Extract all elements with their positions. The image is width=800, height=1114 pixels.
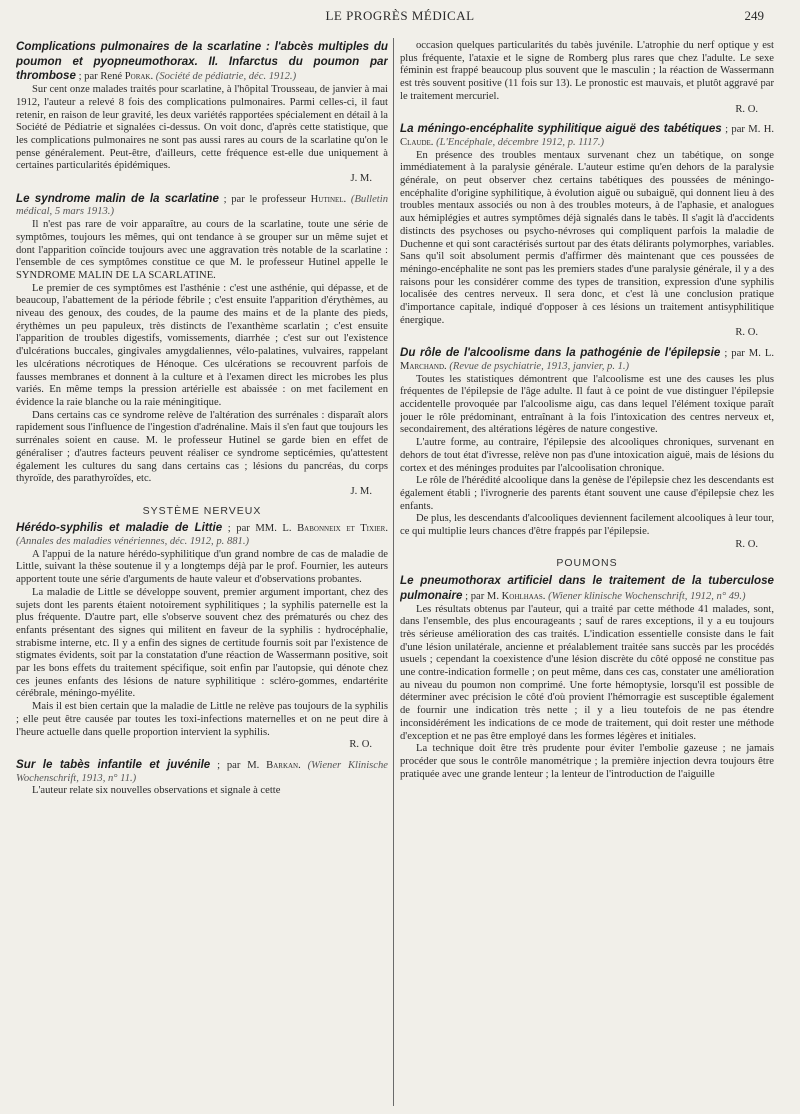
byline-prefix: ; par MM. L. <box>227 523 292 535</box>
article-heading <box>16 521 388 548</box>
article-citation: (Bulletin médical, 5 mars 1913.) <box>16 193 388 218</box>
paragraph: Sur cent onze malades traités pour scarlatine, à l'hôpital Trousseau, de janvier à mai 1912, l'auteur a relevé 8 fois des complications pulmonaires. Parmi celles-ci, il faut retenir, en raison de leur gravité, les deux variétés rapportées spécialement en détail à la Société de Pédiatrie et signalées ci-dessus. On voit donc, d'après cette statistique, que les complications pulmonaires ne sont pas aussi rares au cours de la scarlatine qu'on le pense généralement. Peut-être, d'ailleurs, cette fréquence est-elle due uniquement à certaines particularités épidémiques. <box>16 84 388 172</box>
byline-prefix: ; par René <box>78 71 123 83</box>
article-citation: (Société de pédiatrie, déc. 1912.) <box>155 71 297 83</box>
article <box>400 346 774 551</box>
section-heading: SYSTÈME NERVEUX <box>142 504 262 517</box>
paragraph: A l'appui de la nature hérédo-syphilitique d'un grand nombre de cas de maladie de Little, suivant la thèse soutenue il y a longtemps déjà par le prof. Fournier, les auteurs apportent toute une série d'arguments de haute valeur et d'observations probantes. <box>16 548 388 586</box>
article <box>400 122 774 340</box>
article-signature: J. M. <box>350 173 372 185</box>
article-citation: (Annales des maladies vénériennes, déc. 1912, p. 881.) <box>16 536 250 548</box>
article-author: Claude. <box>400 136 434 148</box>
article-title: Du rôle de l'alcoolisme dans la pathogénie de l'épilepsie <box>400 346 721 360</box>
article-author: Kohlhaas. <box>501 590 546 602</box>
article-title: Le pneumothorax artificiel dans le traitement de la tuberculose pulmonaire <box>400 574 774 602</box>
byline-prefix: ; par M. <box>217 759 260 771</box>
article-signature: R. O. <box>735 103 758 115</box>
page-header <box>0 6 800 28</box>
article-author: Porak. <box>124 71 154 83</box>
paragraph: L'auteur relate six nouvelles observations et signale à cette <box>32 785 281 797</box>
article-author: Barkan. <box>266 759 301 771</box>
article-heading <box>400 346 774 373</box>
byline-prefix: ; par le professeur <box>223 193 306 205</box>
article-title: Hérédo-syphilis et maladie de Littie <box>16 521 223 535</box>
paragraph: De plus, les descendants d'alcooliques deviennent facilement alcooliques à leur tour, ce qui multiplie leurs chances d'être frappés par l'épilepsie. <box>400 513 774 538</box>
left-column <box>16 40 388 1110</box>
article-heading <box>400 574 774 603</box>
article <box>400 40 774 116</box>
article <box>16 758 388 798</box>
article-title: Complications pulmonaires de la scarlatine : l'abcès multiples du poumon et pyopneumothorax. II. Infarctus du poumon par thrombose <box>16 40 388 83</box>
paragraph: En présence des troubles mentaux survenant chez un tabétique, on songe immédiatement à la paralysie générale. L'auteur estime qu'en dehors de la paralysie générale, on peut observer chez certains tabétiques des poussées de méningo-encéphalite d'origine syphilitique, à évolution aiguë ou subaiguë, qui donnent lieu à des troubles mentaux associés ou non à des troubles moteurs, à de l'aphasie, et analogues aux hémiplégies et autres symptômes déjà signalés dans le tabès. Il s'agit là d'accidents distincts des psychoses ou psycho-névroses qui compliquent parfois la maladie de Duchenne et qui sont caractérisés surtout par des états délirants polymorphes, variables. Sans qu'il soit absolument permis d'affirmer dès maintenant que ces poussées de méningo-encéphalite ne sont pas les premiers stades d'une paralysie générale, il y a des raisons pour les considérer comme des types de transition, expression d'une syphilis localisée des centres nerveux. Il sera donc, et c'est là une conclusion pratique d'importance capitale, indiqué d'opposer à ces lésions un traitement antisyphilitique énergique. <box>400 149 774 326</box>
article-author: Babonneix et Tixier. <box>297 523 388 535</box>
article-title: Sur le tabès infantile et juvénile <box>16 757 211 771</box>
paragraph: occasion quelques particularités du tabès juvénile. L'atrophie du nerf optique y est plus fréquente, l'ataxie et le signe de Romberg plus rares que chez l'adulte. Le sexe féminin est frappé beaucoup plus souvent que le masculin ; la réaction de Wassermann est très souvent positive (11 fois sur 13). Le pronostic est mauvais, et plutôt aggravé par le traitement mercuriel. <box>400 40 774 102</box>
article-citation: (Revue de psychiatrie, 1913, janvier, p. 1.) <box>449 360 630 372</box>
article-signature: R. O. <box>735 538 758 550</box>
paragraph: Il n'est pas rare de voir apparaître, au cours de la scarlatine, toute une série de symptômes, toujours les mêmes, qui ont tendance à se grouper sur un même sujet et dont l'apparition coïncide toujours avec une aggravation très notable de la scarlatine : l'ensemble de ces symptômes constitue ce que M. le professeur Hutinel appelle le SYNDROME MALIN DE LA SCARLATINE. <box>16 219 388 281</box>
paragraph: Mais il est bien certain que la maladie de Little ne relève pas toujours de la syphilis ; elle peut être causée par toutes les toxi-infections maternelles et on ne peut dire à l'heure actuelle dans quelle proportion intervient la syphilis. <box>16 701 388 738</box>
article <box>16 40 388 186</box>
byline-prefix: ; par M. L. <box>724 348 774 360</box>
article-heading <box>400 122 774 149</box>
section-heading: POUMONS <box>556 557 618 570</box>
paragraph: La maladie de Little se développe souvent, premier argument important, chez des sujets dont les parents étaient notoirement syphilitiques ; la syphilis paternelle est la plus fréquente. D'autre part, elle s'observe souvent chez des prématurés ou chez des enfants présentant des signes qui militent en faveur de la syphilis : hydrocéphalie, strabisme interne, etc. Il y a enfin des signes de certitude fournis soit par l'existence de stigmates évidents, soit par la constatation d'une réaction de Wassermann positive, soit par les bons effets du traitement spécifique, soit enfin par l'autopsie, qui dénote chez ces jeunes enfants des lésions de nature syphilitique : scléro-gommes, endartérite cérébrale, méningo-myélite. <box>16 586 388 700</box>
right-column <box>400 40 774 1110</box>
article-author: Hutinel. <box>310 193 347 205</box>
article <box>400 574 774 781</box>
article-signature: J. M. <box>350 485 372 497</box>
paragraph: L'autre forme, au contraire, l'épilepsie des alcooliques chroniques, survenant en dehors de tout état d'ivresse, relève non pas d'une intoxication aiguë, mais de lésions du cortex et des méninges produites par l'alcoolisation chronique. <box>400 437 774 474</box>
article-citation: (Wiener klinische Wochenschrift, 1912, n° 49.) <box>548 590 746 602</box>
byline-prefix: ; par M. H. <box>725 124 774 136</box>
article-heading <box>16 40 388 84</box>
paragraph: Le rôle de l'hérédité alcoolique dans la genèse de l'épilepsie chez les descendants est également établi ; l'ivrognerie des parents étant souvent une cause d'épilepsie chez les enfants. <box>400 475 774 512</box>
page-number: 249 <box>744 8 764 23</box>
article-citation: (Wiener Klinische Wochenschrift, 1913, n° 11.) <box>16 759 388 784</box>
paragraph: Dans certains cas ce syndrome relève de l'altération des surrénales : disparaît alors rapidement sous l'influence de l'ingestion d'adrénaline. Mais il s'en faut que toujours les surrénales soient en cause. M. le professeur Hutinel se garde bien en effet de généraliser ; d'autres facteurs peuvent réaliser ce syndrome septicémies, qu'attestent également les cultures du sang dans certains cas ; lésions du pancréas, du corps thyroïde, des parathyroïdes, etc. <box>16 409 388 485</box>
article-heading <box>16 758 388 785</box>
byline-prefix: ; par M. <box>465 590 499 602</box>
journal-title: LE PROGRÈS MÉDICAL <box>325 8 475 23</box>
article <box>16 521 388 752</box>
article-author: Marchand. <box>400 360 447 372</box>
paragraph: Les résultats obtenus par l'auteur, qui a traité par cette méthode 41 malades, sont, dans l'ensemble, des plus encourageants ; sauf de rares exceptions, il y a eu toujours très sérieuse amélioration des cas traités. L'indication essentielle consiste dans le fait d'une lésion unilatérale, ancienne et préalablement traitée sans succès par les procédés usuels ; cependant la coexistence d'une lésion discrète du côté opposé ne constitue pas une contre-indication formelle ; on peut même, dans ces cas, constater une amélioration au niveau du poumon non comprimé. Une forte hémoptysie, lorsqu'il est possible de déterminer avec précision le côté d'où provient l'hémorragie est susceptible également de fournir une indication très nette ; il y a lieu toutefois de ne pas étendre inconsidérément les indications de ce mode de traitement, qui doit rester une méthode d'exception et ne pas être employé dans les formes légères et initiales. <box>400 603 774 742</box>
article-title: Le syndrome malin de la scarlatine <box>16 191 219 205</box>
article-title: La méningo-encéphalite syphilitique aiguë des tabétiques <box>400 122 722 136</box>
article-heading <box>16 192 388 219</box>
paragraph: Le premier de ces symptômes est l'asthénie : c'est une asthénie, qui dépasse, et de beaucoup, l'abattement de la période fébrile ; c'est ensuite l'apparition d'érythèmes, au niveau des genoux, des coudes, de la paume des mains et de la plante des pieds, érythèmes un peu papuleux, très distincts de l'exanthème scarlatin ; c'est ensuite l'apparition de troubles digestifs, vomissements, diarrhée ; c'est sur out l'existence d'ulcérations buccales, gingivales amygdaliennes, vélo-palatines, vulvaires, rappelant les ulcérations nécrotiques de Hénoque. Ces ulcérations se recouvrent parfois de fausses membranes et donnent à la culture et à l'examen direct les microbes les plus variés. En même temps la pression artérielle est abaissée : on met facilement en évidence la raie blanche ou la raie méningitique. <box>16 282 388 408</box>
article-citation: (L'Encéphale, décembre 1912, p. 1117.) <box>436 136 605 148</box>
article-signature: R. O. <box>349 739 372 751</box>
article-signature: R. O. <box>735 327 758 339</box>
paragraph: La technique doit être très prudente pour éviter l'embolie gazeuse ; ne jamais procéder que sous le contrôle manométrique ; la première injection devra toujours être pratiquée avec une grande lenteur ; la lenteur de l'introduction de l'aiguille <box>400 743 774 780</box>
paragraph: Toutes les statistiques démontrent que l'alcoolisme est une des causes les plus fréquentes de l'épilepsie de l'âge adulte. Il faut à ce point de vue distinguer l'épilepsie accidentelle provoquée par l'alcoolisme aigu, cas dans lequel l'élément toxique paraît jouer le rôle prédominant, entraînant à la fois l'intoxication des centres nerveux et, secondairement, des altérations légères de nature congestive. <box>400 373 774 436</box>
column-divider <box>393 38 394 1106</box>
article <box>16 192 388 499</box>
